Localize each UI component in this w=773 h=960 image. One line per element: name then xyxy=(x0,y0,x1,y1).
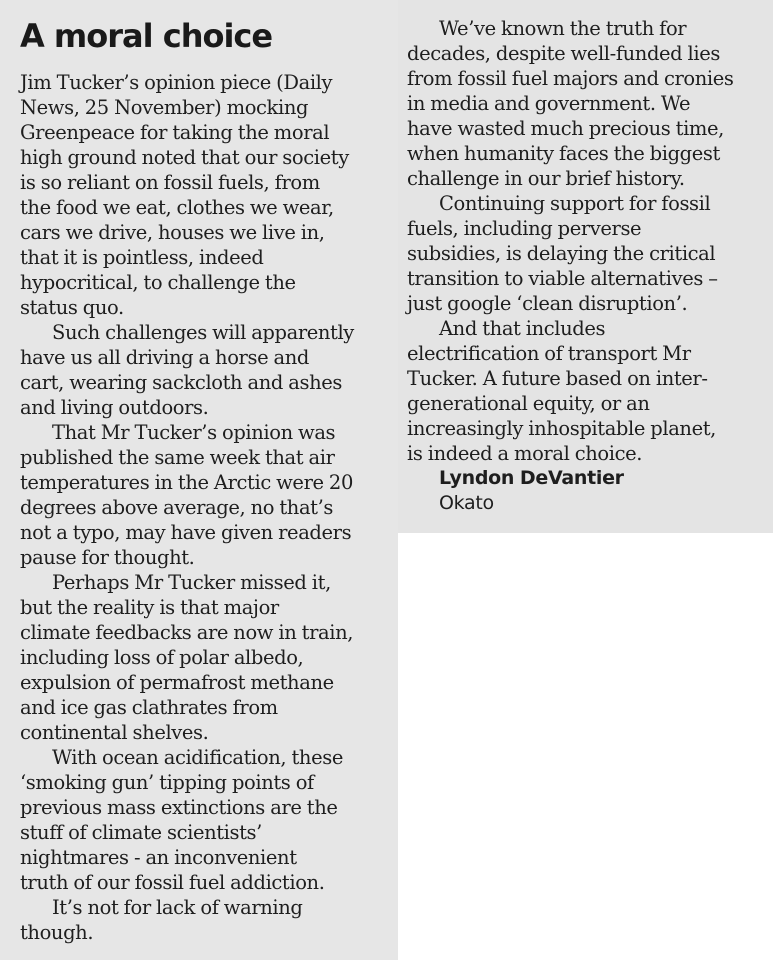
text-line: temperatures in the Arctic were 20 xyxy=(20,471,353,494)
text-line: and ice gas clathrates from xyxy=(20,696,278,719)
text-line: that it is pointless, indeed xyxy=(20,246,264,269)
text-line: the food we eat, clothes we wear, xyxy=(20,196,334,219)
right-text-column xyxy=(407,16,767,516)
text-line: though. xyxy=(20,921,94,944)
text-line: It’s not for lack of warning xyxy=(52,896,303,919)
text-line: News, 25 November) mocking xyxy=(20,96,309,119)
text-line: have wasted much precious time, xyxy=(407,117,724,140)
text-line: expulsion of permafrost methane xyxy=(20,671,334,694)
text-line: when humanity faces the biggest xyxy=(407,142,720,165)
text-line: fuels, including perverse xyxy=(407,217,642,240)
text-line: nightmares - an inconvenient xyxy=(20,846,297,869)
text-line: in media and government. We xyxy=(407,92,691,115)
signature-name: Lyndon DeVantier xyxy=(439,467,624,489)
text-line: decades, despite well-funded lies xyxy=(407,42,720,65)
left-text-column xyxy=(20,70,390,945)
text-line: generational equity, or an xyxy=(407,392,650,415)
text-line: truth of our fossil fuel addiction. xyxy=(20,871,325,894)
text-line: We’ve known the truth for xyxy=(439,17,687,40)
text-line: from fossil fuel majors and cronies xyxy=(407,67,734,90)
text-line: climate feedbacks are now in train, xyxy=(20,621,354,644)
text-line: including loss of polar albedo, xyxy=(20,646,304,669)
text-line: Continuing support for fossil xyxy=(439,192,711,215)
text-line: Jim Tucker’s opinion piece (Daily xyxy=(20,71,333,94)
text-line: but the reality is that major xyxy=(20,596,279,619)
text-line: transition to viable alternatives – xyxy=(407,267,718,290)
letter-headline: A moral choice xyxy=(20,17,273,55)
text-line: subsidies, is delaying the critical xyxy=(407,242,716,265)
text-line: just google ‘clean disruption’. xyxy=(407,292,688,315)
text-line: electrification of transport Mr xyxy=(407,342,691,365)
text-line: hypocritical, to challenge the xyxy=(20,271,296,294)
text-line: That Mr Tucker’s opinion was xyxy=(52,421,336,444)
text-line: Such challenges will apparently xyxy=(52,321,354,344)
text-line: cars we drive, houses we live in, xyxy=(20,221,325,244)
text-line: status quo. xyxy=(20,296,124,319)
text-line: Tucker. A future based on inter- xyxy=(407,367,708,390)
text-line: pause for thought. xyxy=(20,546,195,569)
right-column-lines xyxy=(407,16,767,466)
text-line: And that includes xyxy=(439,317,606,340)
text-line: With ocean acidification, these xyxy=(52,746,343,769)
text-line: degrees above average, no that’s xyxy=(20,496,334,519)
text-line: is indeed a moral choice. xyxy=(407,442,643,465)
text-line: ‘smoking gun’ tipping points of xyxy=(20,771,314,794)
text-line: have us all driving a horse and xyxy=(20,346,309,369)
text-line: is so reliant on fossil fuels, from xyxy=(20,171,320,194)
text-line: published the same week that air xyxy=(20,446,335,469)
text-line: challenge in our brief history. xyxy=(407,167,685,190)
text-line: and living outdoors. xyxy=(20,396,209,419)
text-line: Greenpeace for taking the moral xyxy=(20,121,330,144)
text-line: Perhaps Mr Tucker missed it, xyxy=(52,571,331,594)
text-line: increasingly inhospitable planet, xyxy=(407,417,716,440)
text-line: high ground noted that our society xyxy=(20,146,349,169)
signature-town: Okato xyxy=(439,492,494,514)
text-line: continental shelves. xyxy=(20,721,209,744)
text-line: previous mass extinctions are the xyxy=(20,796,338,819)
text-line: cart, wearing sackcloth and ashes xyxy=(20,371,343,394)
text-line: not a typo, may have given readers xyxy=(20,521,352,544)
text-line: stuff of climate scientists’ xyxy=(20,821,262,844)
